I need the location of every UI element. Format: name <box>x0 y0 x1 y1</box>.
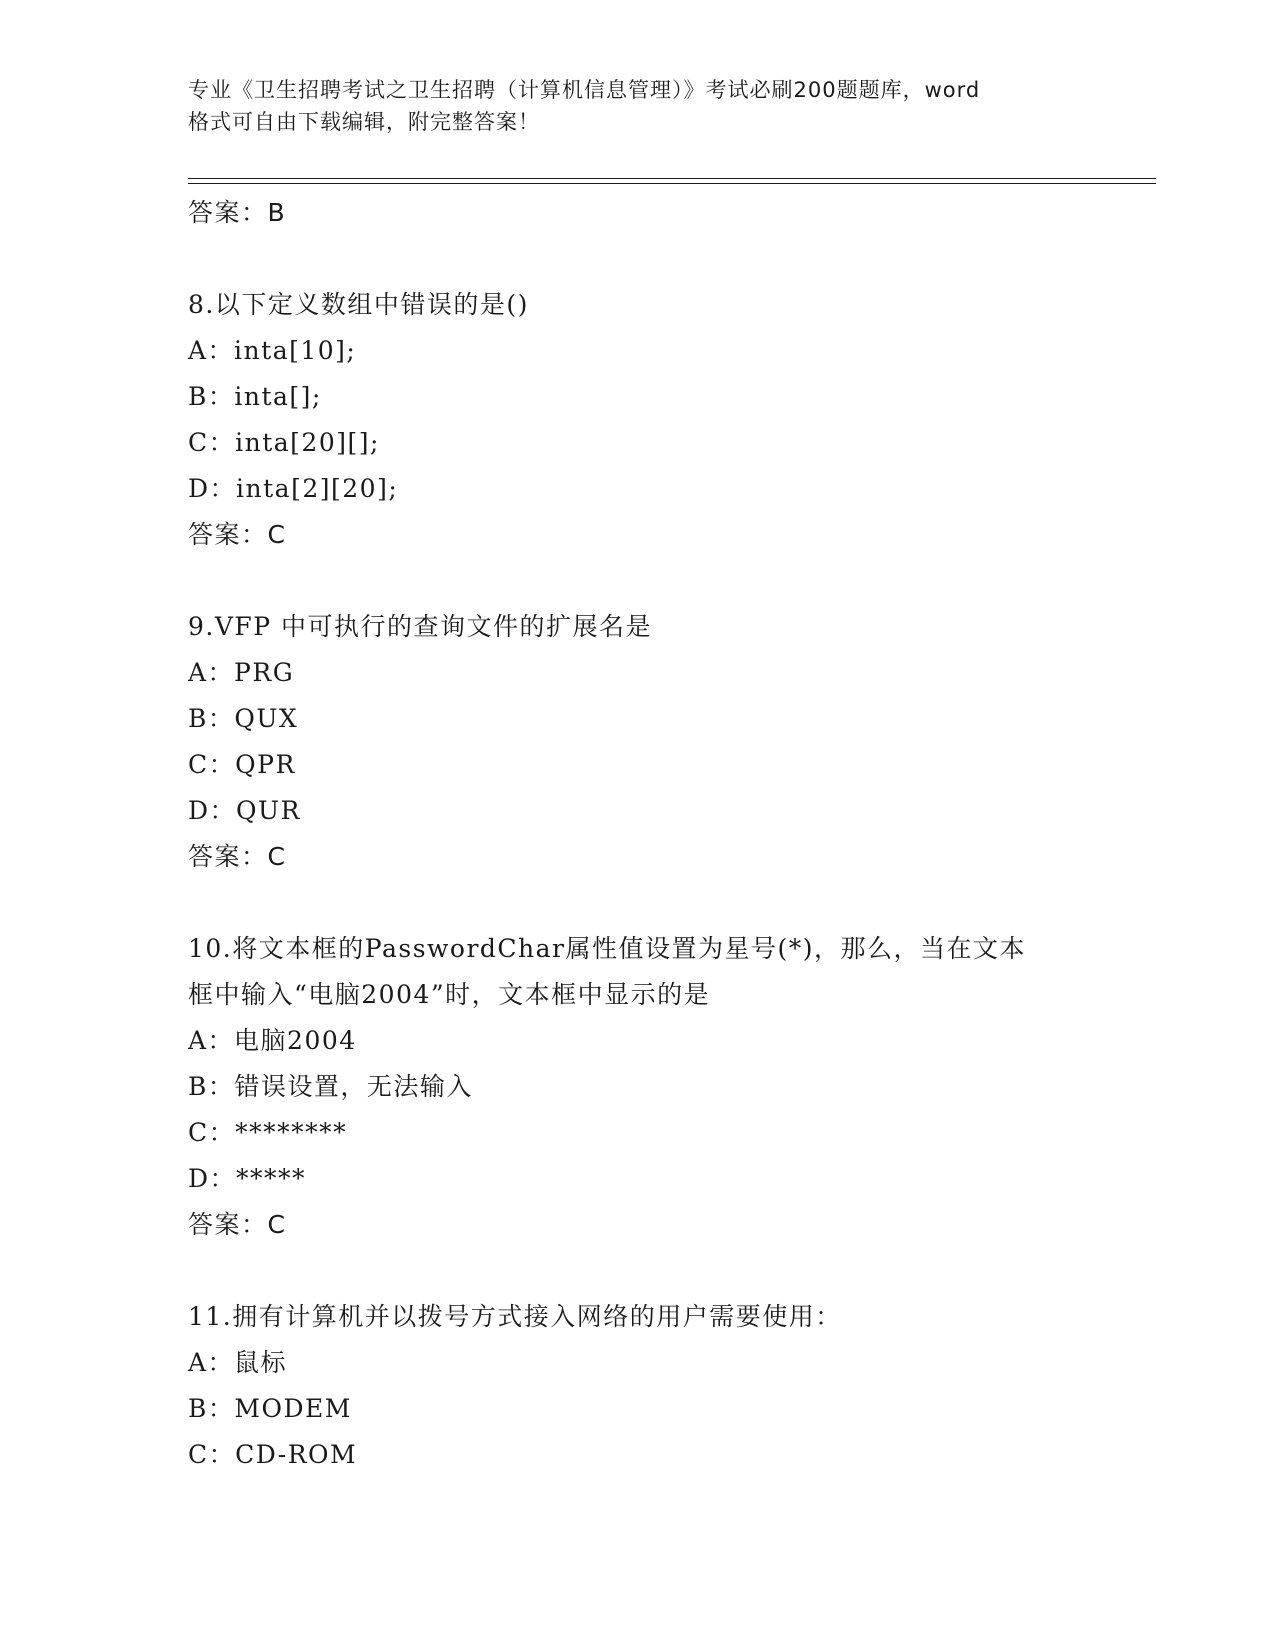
answer-text: 答案：C <box>188 842 287 871</box>
question-block <box>188 926 1088 1248</box>
question-block <box>188 282 1088 558</box>
option-a: A：inta[10]; <box>188 336 357 365</box>
option-c: C：******** <box>188 1118 348 1147</box>
option-c: C：QPR <box>188 750 296 779</box>
spacer <box>188 1248 1088 1294</box>
spacer <box>188 558 1088 604</box>
option-b: B：MODEM <box>188 1394 352 1423</box>
question-text: 11.拥有计算机并以拨号方式接入网络的用户需要使用： <box>188 1302 842 1331</box>
document-header <box>188 74 1088 138</box>
option-a: A：PRG <box>188 658 295 687</box>
option-d: D：inta[2][20]; <box>188 474 399 503</box>
question-block <box>188 1294 1088 1478</box>
question-text: 8.以下定义数组中错误的是() <box>188 290 529 319</box>
spacer <box>188 236 1088 282</box>
option-d: D：QUR <box>188 796 301 825</box>
option-d: D：***** <box>188 1164 307 1193</box>
option-c: C：inta[20][]; <box>188 428 380 457</box>
answer-text: 答案：C <box>188 520 287 549</box>
answer-text: 答案：C <box>188 1210 287 1239</box>
header-line-2: 格式可自由下载编辑，附完整答案！ <box>188 110 540 134</box>
option-a: A：鼠标 <box>188 1348 288 1377</box>
question-text: 9.VFP 中可执行的查询文件的扩展名是 <box>188 612 653 641</box>
header-line-1: 专业《卫生招聘考试之卫生招聘（计算机信息管理）》考试必刷200题题库，word <box>188 78 981 102</box>
question-block <box>188 604 1088 880</box>
answer-text: 答案：B <box>188 198 287 227</box>
spacer <box>188 880 1088 926</box>
option-c: C：CD-ROM <box>188 1440 358 1469</box>
document-body <box>188 190 1088 1478</box>
question-text-line-1: 10.将文本框的PasswordChar属性值设置为星号(*)，那么，当在文本 <box>188 934 1027 963</box>
header-rule-top <box>188 178 1156 179</box>
question-text-line-2: 框中输入“电脑2004”时，文本框中显示的是 <box>188 980 711 1009</box>
option-b: B：错误设置，无法输入 <box>188 1072 473 1101</box>
option-b: B：inta[]; <box>188 382 322 411</box>
option-b: B：QUX <box>188 704 299 733</box>
header-rule-bottom <box>188 183 1156 184</box>
option-a: A：电脑2004 <box>188 1026 357 1055</box>
